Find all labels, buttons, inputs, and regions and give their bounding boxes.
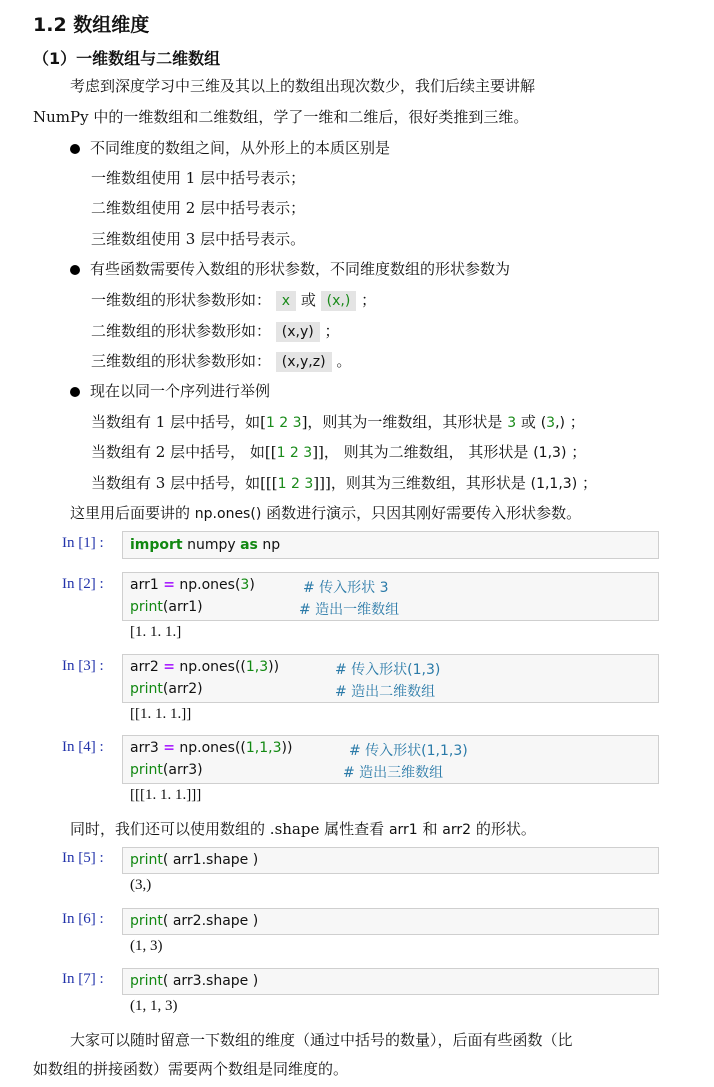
line-text: 和 <box>422 820 438 838</box>
bullet-3-line-1 <box>91 412 585 433</box>
line-text: 同时，我们还可以使用数组的 <box>70 820 266 838</box>
number: 1,3 <box>245 659 269 675</box>
code-text: np.ones( <box>174 577 241 593</box>
line-text: 这里用后面要讲的 <box>70 504 191 522</box>
line-text: 。 <box>336 352 352 370</box>
keyword: import <box>130 537 183 553</box>
code-text: arr2 <box>130 659 159 675</box>
bullet-3-text: 现在以同一个序列进行举例 <box>90 382 271 400</box>
line-text: 当数组有 3 层中括号，如[[[ <box>91 474 278 492</box>
code-comment: # 造出三维数组 <box>343 765 444 781</box>
code-cell-6[interactable] <box>122 908 659 935</box>
line-text: ； <box>571 443 587 461</box>
builtin: print <box>130 599 163 615</box>
code-text: arr1 <box>130 577 159 593</box>
bullet-3 <box>70 381 270 401</box>
code-text: )) <box>268 659 280 675</box>
code-text: (arr1) <box>162 599 203 615</box>
line-text: ]，则其为一维数组，其形状是 <box>301 413 503 431</box>
shape-value: (3,) <box>540 415 566 431</box>
subsection-title: （1）一维数组与二维数组 <box>33 49 221 68</box>
code-text: np.ones(( <box>174 659 246 675</box>
line-text: 或 <box>520 413 536 431</box>
sequence: 1 2 3 <box>277 476 314 492</box>
bullet-1 <box>70 138 390 158</box>
code-cell-5[interactable] <box>122 847 659 874</box>
code-cell-2[interactable] <box>122 572 659 621</box>
bullet-1-line-3: 三维数组使用 3 层中括号表示。 <box>91 230 306 248</box>
line-text: ； <box>361 291 377 309</box>
cell-output: (3,) <box>130 877 152 893</box>
bullet-2 <box>70 259 510 279</box>
sequence: 1 2 3 <box>276 445 313 461</box>
cell-prompt: In [5] : <box>62 850 104 866</box>
shape-example: (x,y) <box>276 322 320 342</box>
builtin: print <box>130 762 163 778</box>
code-text: np <box>257 537 281 553</box>
operator: = <box>163 659 175 675</box>
shape-example: (x,) <box>321 291 357 311</box>
code-text: (arr3) <box>162 762 203 778</box>
intro-line-2: NumPy 中的一维数组和二维数组，学了一维和二维后，很好类推到三维。 <box>33 108 529 126</box>
shape-value: 3 <box>507 415 517 431</box>
shape-value: (1,3) <box>533 445 567 461</box>
line-text: 当数组有 1 层中括号，如[ <box>91 413 266 431</box>
code-cell-4[interactable] <box>122 735 659 784</box>
line-text: 二维数组的形状参数形如： <box>91 322 272 340</box>
builtin: print <box>130 913 163 929</box>
code-cell-1[interactable] <box>122 531 659 559</box>
code-cell-7[interactable] <box>122 968 659 995</box>
code-text: (arr2) <box>162 681 203 697</box>
intro-line-1: 考虑到深度学习中三维及其以上的数组出现次数少，我们后续主要讲解 <box>70 77 536 95</box>
line-text: ]]， 则其为二维数组， 其形状是 <box>312 443 529 461</box>
bullet-1-text: 不同维度的数组之间，从外形上的本质区别是 <box>90 139 391 157</box>
bullet-dot <box>70 387 80 397</box>
bullet-dot <box>70 265 80 275</box>
line-text: 或 <box>300 291 316 309</box>
line-text: 函数进行演示，只因其刚好需要传入形状参数。 <box>266 504 582 522</box>
sequence: 1 2 3 <box>265 415 302 431</box>
line-text: 当数组有 2 层中括号， 如[[ <box>91 443 277 461</box>
section-title: 1.2 数组维度 <box>33 14 150 36</box>
bullet-dot <box>70 144 80 154</box>
code-text: ) <box>249 577 255 593</box>
code-comment: # 造出一维数组 <box>299 602 400 618</box>
cell-prompt: In [2] : <box>62 576 104 592</box>
shape-example: x <box>276 291 296 311</box>
keyword: as <box>240 537 258 553</box>
code-text: ( arr1.shape ) <box>162 852 259 868</box>
line-text: 的形状。 <box>475 820 536 838</box>
code-cell-3[interactable] <box>122 654 659 703</box>
code-comment: # 传入形状(1,3) <box>335 662 441 678</box>
bullet-1-line-2: 二维数组使用 2 层中括号表示； <box>91 199 306 217</box>
line-text: 一维数组的形状参数形如： <box>91 291 272 309</box>
variable-name: arr1 <box>388 822 418 838</box>
function-name: np.ones() <box>194 506 262 522</box>
line-text: ； <box>569 413 585 431</box>
cell-prompt: In [7] : <box>62 971 104 987</box>
shape-value: (1,1,3) <box>530 476 578 492</box>
bullet-3-line-2 <box>91 442 586 463</box>
demo-line <box>70 503 581 524</box>
cell-output: [[[1. 1. 1.]]] <box>130 787 202 803</box>
code-text: np.ones(( <box>174 740 246 756</box>
shape-line <box>70 819 536 840</box>
code-comment: # 传入形状(1,1,3) <box>349 743 468 759</box>
bullet-2-line-1 <box>91 290 376 311</box>
bullet-2-text: 有些函数需要传入数组的形状参数，不同维度数组的形状参数为 <box>90 260 511 278</box>
builtin: print <box>130 681 163 697</box>
cell-output: [1. 1. 1.] <box>130 624 182 640</box>
cell-prompt: In [1] : <box>62 535 104 551</box>
attribute-name: .shape <box>269 820 320 838</box>
code-comment: # 传入形状 3 <box>303 580 389 596</box>
shape-example: (x,y,z) <box>276 352 332 372</box>
outro-line-2: 如数组的拼接函数）需要两个数组是同维度的。 <box>33 1060 349 1078</box>
bullet-2-line-2 <box>91 321 340 342</box>
code-text: )) <box>281 740 293 756</box>
cell-output: (1, 1, 3) <box>130 998 178 1014</box>
cell-output: [[1. 1. 1.]] <box>130 706 192 722</box>
code-text: numpy <box>182 537 241 553</box>
number: 3 <box>240 577 250 593</box>
variable-name: arr2 <box>442 822 472 838</box>
cell-output: (1, 3) <box>130 938 163 954</box>
line-text: 属性查看 <box>324 820 385 838</box>
cell-prompt: In [6] : <box>62 911 104 927</box>
code-text: ( arr2.shape ) <box>162 913 259 929</box>
code-text: ( arr3.shape ) <box>162 973 259 989</box>
line-text: 三维数组的形状参数形如： <box>91 352 272 370</box>
operator: = <box>163 740 175 756</box>
code-text: arr3 <box>130 740 159 756</box>
builtin: print <box>130 973 163 989</box>
builtin: print <box>130 852 163 868</box>
bullet-3-line-3 <box>91 473 597 494</box>
number: 1,1,3 <box>245 740 282 756</box>
line-text: ； <box>581 474 597 492</box>
line-text: ]]]，则其为三维数组，其形状是 <box>313 474 526 492</box>
outro-line-1: 大家可以随时留意一下数组的维度（通过中括号的数量），后面有些函数（比 <box>70 1031 573 1049</box>
bullet-1-line-1: 一维数组使用 1 层中括号表示； <box>91 169 306 187</box>
bullet-2-line-3 <box>91 351 351 372</box>
cell-prompt: In [3] : <box>62 658 104 674</box>
cell-prompt: In [4] : <box>62 739 104 755</box>
line-text: ； <box>324 322 340 340</box>
operator: = <box>163 577 175 593</box>
code-comment: # 造出二维数组 <box>335 684 436 700</box>
